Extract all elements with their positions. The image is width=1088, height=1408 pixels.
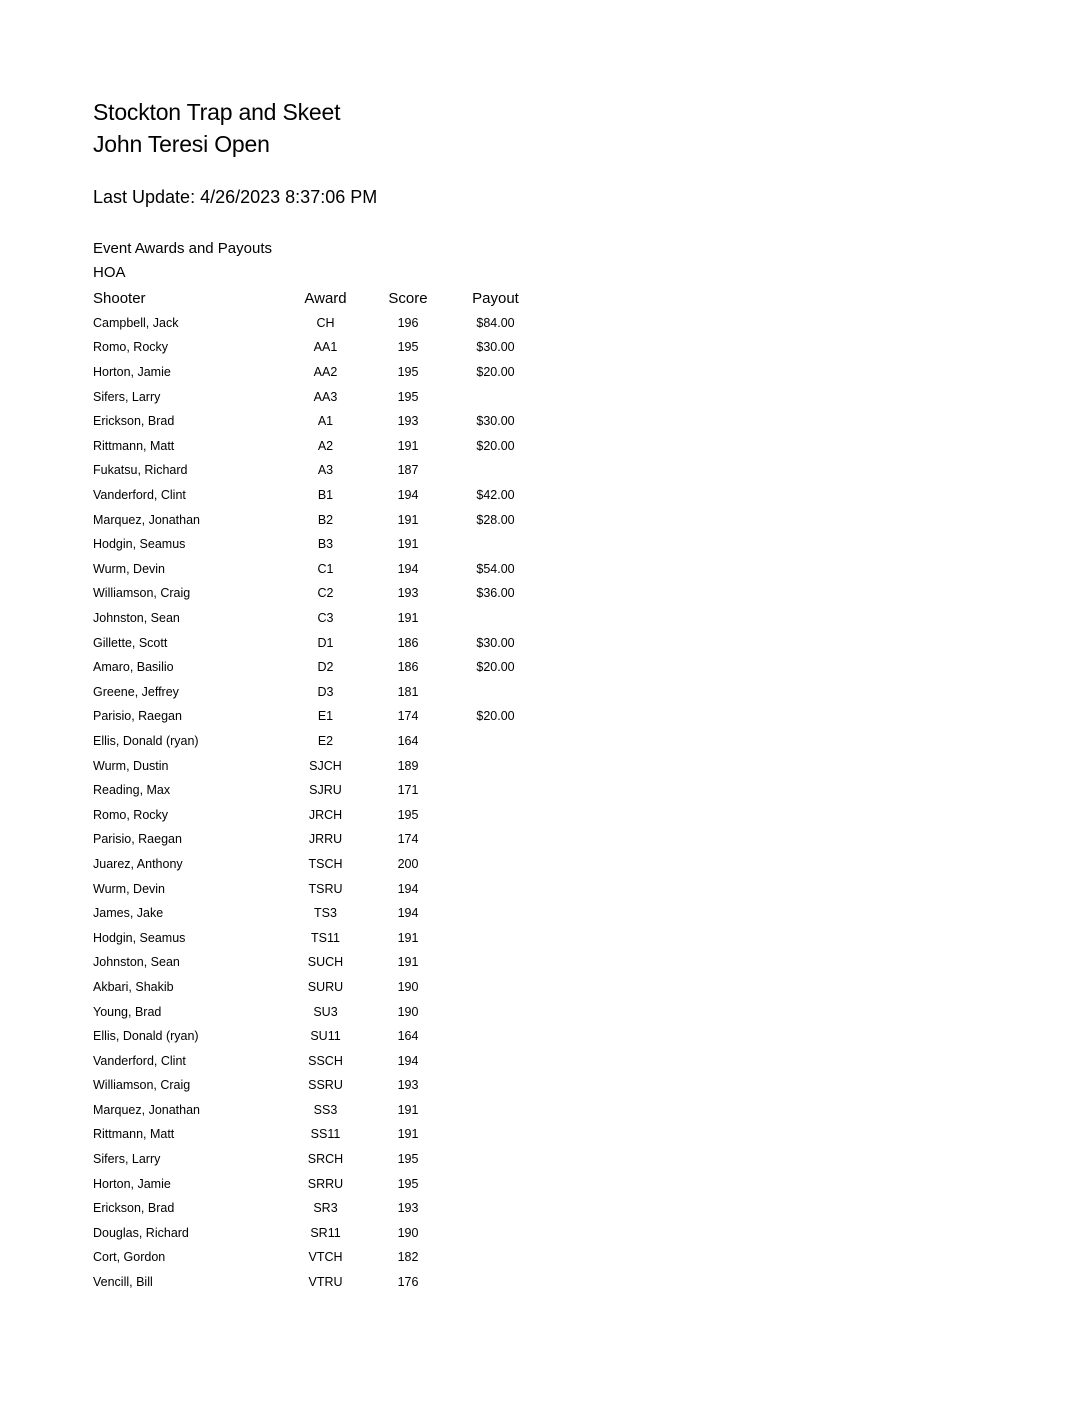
- payout-cell: [448, 680, 543, 705]
- shooter-cell: Wurm, Dustin: [93, 758, 169, 773]
- score-cell: 182: [397, 1250, 419, 1265]
- score-cell: 194: [397, 561, 419, 576]
- payout-cell: $20.00: [476, 709, 515, 724]
- score-cell: 187: [397, 463, 419, 478]
- shooter-cell: Rittmann, Matt: [93, 1127, 175, 1142]
- column-header-shooter: Shooter: [93, 289, 146, 307]
- shooter-cell: James, Jake: [93, 906, 164, 921]
- payout-cell: [448, 901, 543, 926]
- table-row: [93, 704, 543, 729]
- score-cell: 176: [397, 1275, 419, 1290]
- section-title: Event Awards and Payouts: [93, 240, 273, 257]
- payout-cell: [448, 802, 543, 827]
- payout-cell: [448, 1147, 543, 1172]
- award-cell: E1: [317, 709, 334, 724]
- table-row: [93, 901, 543, 926]
- payout-cell: [448, 999, 543, 1024]
- table-row: [93, 360, 543, 385]
- shooter-cell: Sifers, Larry: [93, 1152, 161, 1167]
- table-row: [93, 1171, 543, 1196]
- score-cell: 194: [397, 881, 419, 896]
- payout-cell: [448, 1122, 543, 1147]
- shooter-cell: Erickson, Brad: [93, 414, 175, 429]
- table-row: [93, 384, 543, 409]
- document-page: [93, 96, 993, 1294]
- shooter-cell: Campbell, Jack: [93, 315, 179, 330]
- table-row: [93, 1073, 543, 1098]
- table-row: [93, 729, 543, 754]
- table-row: [93, 925, 543, 950]
- award-cell: B3: [317, 537, 334, 552]
- payout-cell: $28.00: [476, 512, 515, 527]
- payout-cell: $54.00: [476, 561, 515, 576]
- score-cell: 195: [397, 340, 419, 355]
- shooter-cell: Reading, Max: [93, 783, 171, 798]
- score-cell: 174: [397, 832, 419, 847]
- award-cell: E2: [317, 733, 334, 748]
- awards-table: [93, 286, 543, 1294]
- payout-cell: [448, 384, 543, 409]
- award-cell: VTCH: [308, 1250, 343, 1265]
- table-row: [93, 458, 543, 483]
- score-cell: 195: [397, 1152, 419, 1167]
- payout-cell: [448, 1098, 543, 1123]
- payout-cell: [448, 1073, 543, 1098]
- shooter-cell: Parisio, Raegan: [93, 709, 182, 724]
- award-cell: D2: [317, 660, 334, 675]
- score-cell: 194: [397, 488, 419, 503]
- shooter-cell: Cort, Gordon: [93, 1250, 166, 1265]
- award-cell: TS3: [314, 906, 337, 921]
- award-cell: JRCH: [308, 807, 343, 822]
- table-row: [93, 975, 543, 1000]
- score-cell: 200: [397, 856, 419, 871]
- table-row: [93, 434, 543, 459]
- table-row: [93, 409, 543, 434]
- score-cell: 195: [397, 1176, 419, 1191]
- score-cell: 191: [397, 955, 419, 970]
- shooter-cell: Wurm, Devin: [93, 561, 166, 576]
- table-row: [93, 1245, 543, 1270]
- shooter-cell: Akbari, Shakib: [93, 979, 174, 994]
- shooter-cell: Johnston, Sean: [93, 611, 180, 626]
- shooter-cell: Amaro, Basilio: [93, 660, 174, 675]
- shooter-cell: Gillette, Scott: [93, 635, 168, 650]
- table-row: [93, 999, 543, 1024]
- column-header-score: Score: [388, 289, 428, 307]
- payout-cell: [448, 1245, 543, 1270]
- score-cell: 189: [397, 758, 419, 773]
- table-row: [93, 557, 543, 582]
- score-cell: 191: [397, 512, 419, 527]
- payout-cell: [448, 458, 543, 483]
- award-cell: AA1: [313, 340, 338, 355]
- score-cell: 193: [397, 1201, 419, 1216]
- award-cell: AA2: [313, 365, 338, 380]
- table-row: [93, 950, 543, 975]
- payout-cell: [448, 532, 543, 557]
- payout-cell: [448, 1196, 543, 1221]
- payout-cell: $20.00: [476, 438, 515, 453]
- award-cell: SRRU: [307, 1176, 344, 1191]
- table-row: [93, 827, 543, 852]
- payout-cell: [448, 975, 543, 1000]
- table-row: [93, 1048, 543, 1073]
- score-cell: 193: [397, 1078, 419, 1093]
- table-row: [93, 630, 543, 655]
- payout-cell: $84.00: [476, 315, 515, 330]
- payout-cell: [448, 925, 543, 950]
- payout-cell: [448, 827, 543, 852]
- table-row: [93, 680, 543, 705]
- shooter-cell: Marquez, Jonathan: [93, 512, 201, 527]
- award-cell: C2: [317, 586, 334, 601]
- table-row: [93, 1122, 543, 1147]
- payout-cell: [448, 606, 543, 631]
- shooter-cell: Parisio, Raegan: [93, 832, 182, 847]
- award-cell: SS3: [313, 1102, 338, 1117]
- table-row: [93, 876, 543, 901]
- payout-cell: [448, 950, 543, 975]
- table-row: [93, 852, 543, 877]
- award-cell: SSCH: [308, 1053, 343, 1068]
- shooter-cell: Romo, Rocky: [93, 807, 169, 822]
- score-cell: 164: [397, 1029, 419, 1044]
- table-row: [93, 1098, 543, 1123]
- shooter-cell: Hodgin, Seamus: [93, 930, 186, 945]
- award-cell: SR11: [310, 1225, 341, 1240]
- shooter-cell: Marquez, Jonathan: [93, 1102, 201, 1117]
- payout-cell: [448, 876, 543, 901]
- score-cell: 194: [397, 1053, 419, 1068]
- payout-cell: [448, 1171, 543, 1196]
- award-cell: SUCH: [307, 955, 344, 970]
- award-cell: C1: [317, 561, 334, 576]
- score-cell: 191: [397, 1102, 419, 1117]
- shooter-cell: Vanderford, Clint: [93, 488, 186, 503]
- payout-cell: [448, 852, 543, 877]
- shooter-cell: Vanderford, Clint: [93, 1053, 186, 1068]
- shooter-cell: Rittmann, Matt: [93, 438, 175, 453]
- award-cell: D1: [317, 635, 334, 650]
- last-update-label: Last Update:: [93, 187, 196, 207]
- score-cell: 181: [397, 684, 419, 699]
- table-row: [93, 483, 543, 508]
- award-cell: TS11: [311, 930, 340, 945]
- column-header-payout: Payout: [472, 289, 519, 307]
- table-row: [93, 778, 543, 803]
- score-cell: 193: [397, 586, 419, 601]
- award-cell: A2: [317, 438, 334, 453]
- award-cell: SJRU: [309, 783, 342, 798]
- award-cell: B1: [317, 488, 334, 503]
- score-cell: 191: [397, 438, 419, 453]
- payout-cell: $30.00: [476, 414, 515, 429]
- award-cell: SU11: [310, 1029, 341, 1044]
- shooter-cell: Hodgin, Seamus: [93, 537, 186, 552]
- payout-cell: [448, 1221, 543, 1246]
- payout-cell: $36.00: [476, 586, 515, 601]
- payout-cell: $20.00: [476, 365, 515, 380]
- payout-cell: $20.00: [476, 660, 515, 675]
- payout-cell: [448, 1270, 543, 1295]
- table-header-row: [93, 286, 543, 311]
- payout-cell: $30.00: [476, 340, 515, 355]
- score-cell: 195: [397, 365, 419, 380]
- score-cell: 193: [397, 414, 419, 429]
- score-cell: 194: [397, 906, 419, 921]
- table-row: [93, 507, 543, 532]
- score-cell: 174: [397, 709, 419, 724]
- payout-cell: [448, 1048, 543, 1073]
- payout-cell: $30.00: [476, 635, 515, 650]
- org-title: Stockton Trap and Skeet: [93, 99, 341, 125]
- shooter-cell: Horton, Jamie: [93, 1176, 171, 1191]
- shooter-cell: Romo, Rocky: [93, 340, 169, 355]
- column-header-award: Award: [304, 289, 347, 307]
- table-row: [93, 606, 543, 631]
- score-cell: 196: [397, 315, 419, 330]
- award-cell: TSRU: [308, 881, 343, 896]
- award-cell: SJCH: [309, 758, 342, 773]
- shooter-cell: Juarez, Anthony: [93, 856, 183, 871]
- score-cell: 190: [397, 1225, 419, 1240]
- table-row: [93, 753, 543, 778]
- payout-cell: $42.00: [476, 488, 515, 503]
- table-row: [93, 335, 543, 360]
- shooter-cell: Ellis, Donald (ryan): [93, 733, 199, 748]
- shooter-cell: Douglas, Richard: [93, 1225, 189, 1240]
- last-update-value: 4/26/2023 8:37:06 PM: [200, 187, 378, 207]
- score-cell: 190: [397, 979, 419, 994]
- award-cell: JRRU: [308, 832, 343, 847]
- score-cell: 186: [397, 635, 419, 650]
- table-row: [93, 1221, 543, 1246]
- shooter-cell: Erickson, Brad: [93, 1201, 175, 1216]
- score-cell: 191: [397, 537, 419, 552]
- shooter-cell: Williamson, Craig: [93, 1078, 191, 1093]
- table-row: [93, 1024, 543, 1049]
- shooter-cell: Wurm, Devin: [93, 881, 166, 896]
- payout-cell: [448, 753, 543, 778]
- award-cell: D3: [317, 684, 334, 699]
- shooter-cell: Vencill, Bill: [93, 1275, 153, 1290]
- shooter-cell: Young, Brad: [93, 1004, 162, 1019]
- award-cell: SU3: [313, 1004, 338, 1019]
- last-update: [93, 183, 993, 211]
- score-cell: 191: [397, 930, 419, 945]
- shooter-cell: Johnston, Sean: [93, 955, 180, 970]
- event-title: John Teresi Open: [93, 131, 270, 157]
- award-cell: SURU: [307, 979, 344, 994]
- table-row: [93, 802, 543, 827]
- award-cell: SR3: [313, 1201, 338, 1216]
- shooter-cell: Fukatsu, Richard: [93, 463, 188, 478]
- shooter-cell: Ellis, Donald (ryan): [93, 1029, 199, 1044]
- shooter-cell: Williamson, Craig: [93, 586, 191, 601]
- award-cell: A3: [317, 463, 334, 478]
- score-cell: 171: [397, 783, 419, 798]
- event-name: HOA: [93, 264, 126, 281]
- table-row: [93, 581, 543, 606]
- payout-cell: [448, 778, 543, 803]
- score-cell: 195: [397, 389, 419, 404]
- score-cell: 191: [397, 1127, 419, 1142]
- award-cell: SRCH: [307, 1152, 344, 1167]
- score-cell: 186: [397, 660, 419, 675]
- payout-cell: [448, 1024, 543, 1049]
- table-row: [93, 532, 543, 557]
- award-cell: B2: [317, 512, 334, 527]
- table-row: [93, 1270, 543, 1295]
- table-row: [93, 311, 543, 336]
- table-row: [93, 1196, 543, 1221]
- award-cell: SSRU: [308, 1078, 343, 1093]
- score-cell: 195: [397, 807, 419, 822]
- score-cell: 164: [397, 733, 419, 748]
- awards-table-body: [93, 311, 543, 1295]
- score-cell: 190: [397, 1004, 419, 1019]
- shooter-cell: Greene, Jeffrey: [93, 684, 179, 699]
- payout-cell: [448, 729, 543, 754]
- shooter-cell: Horton, Jamie: [93, 365, 171, 380]
- table-row: [93, 1147, 543, 1172]
- award-cell: AA3: [313, 389, 338, 404]
- award-cell: TSCH: [308, 856, 343, 871]
- score-cell: 191: [397, 611, 419, 626]
- shooter-cell: Sifers, Larry: [93, 389, 161, 404]
- award-cell: VTRU: [308, 1275, 343, 1290]
- award-cell: CH: [316, 315, 335, 330]
- table-row: [93, 655, 543, 680]
- award-cell: A1: [317, 414, 334, 429]
- award-cell: SS11: [310, 1127, 341, 1142]
- award-cell: C3: [317, 611, 334, 626]
